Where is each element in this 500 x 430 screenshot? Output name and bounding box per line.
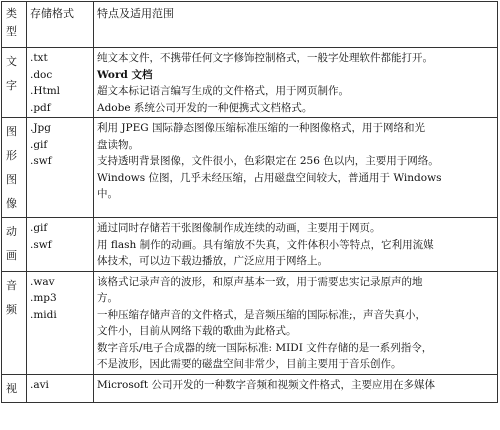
type-cell — [2, 374, 27, 402]
desc-line: 数字音乐/电子合成器的统一国际标准: MIDI 文件存储的是一系列指令， — [97, 341, 433, 354]
type-char: 频 — [6, 302, 17, 316]
format-cell — [27, 118, 94, 218]
desc-line: 支持透明背景图像，文件很小，色彩限定在 256 色以内，主要用于网络。 — [97, 155, 439, 167]
format-item: .txt — [30, 52, 48, 64]
type-char: 形 — [6, 149, 17, 162]
format-item: .gif — [30, 222, 48, 234]
desc-cell — [94, 118, 498, 218]
format-item: .Jpg — [30, 122, 51, 134]
desc-line: 该格式记录声音的波形，和原声基本一致，用于需要忠实记录原声的地 — [97, 275, 423, 288]
type-cell — [2, 271, 27, 374]
desc-line: 通过同时存储若干张图像制作成连续的动画，主要用于网页。 — [97, 222, 381, 234]
format-item: .Html — [30, 85, 61, 97]
format-item: .swf — [30, 155, 52, 167]
table-row-animation — [2, 218, 498, 272]
format-item: .avi — [30, 378, 49, 391]
type-char: 图 — [6, 173, 17, 186]
type-char: 字 — [6, 79, 17, 92]
format-cell — [27, 271, 94, 374]
type-char: 音 — [6, 278, 17, 292]
table-row-graphics — [2, 118, 498, 218]
header-format: 存储格式 — [27, 2, 94, 48]
table-header-row — [2, 2, 498, 48]
format-item: .gif — [30, 138, 48, 151]
desc-line: 一种压缩存储声音的文件格式，是音频压缩的国际标准;，声音失真小， — [97, 308, 427, 321]
format-item: .doc — [30, 68, 53, 81]
table-row-video — [2, 374, 498, 402]
desc-cell — [94, 218, 498, 272]
type-char: 视 — [6, 381, 17, 395]
desc-line: 体技术，可以边下载边播放，广泛应用于网络上。 — [97, 255, 328, 267]
format-cell — [27, 218, 94, 272]
desc-line: 方。 — [97, 292, 118, 304]
table-row-text — [2, 48, 498, 118]
desc-line: Adobe 系统公司开发的一种便携式文档格式。 — [97, 101, 313, 114]
format-cell — [27, 48, 94, 118]
desc-line: 不是波形，因此需要的磁盘空间非常少，目前主要用于音乐创作。 — [97, 358, 402, 370]
type-cell — [2, 48, 27, 118]
type-char: 文 — [6, 55, 17, 68]
format-item: .wav — [30, 275, 55, 288]
format-item: .pdf — [30, 101, 51, 114]
desc-line: 利用 JPEG 国际静态图像压缩标准压缩的一种图像格式，用于网络和光 — [97, 122, 426, 134]
desc-cell — [94, 48, 498, 118]
format-item: .mp3 — [30, 292, 57, 304]
type-cell — [2, 218, 27, 272]
desc-line: 超文本标记语言编写生成的文件格式，用于网页制作。 — [97, 85, 349, 97]
desc-cell — [94, 374, 498, 402]
table-row-audio — [2, 271, 498, 374]
desc-line: 纯文本文件，不携带任何文字修饰控制格式，一般字处理软件都能打开。 — [97, 52, 433, 64]
type-cell — [2, 118, 27, 218]
desc-line: 用 flash 制作的动画。具有缩放不失真，文件体积小等特点，它利用流媒 — [97, 238, 434, 251]
header-type: 类型 — [2, 2, 27, 48]
type-char: 像 — [6, 197, 17, 210]
type-char: 图 — [6, 125, 17, 138]
type-char: 动 — [6, 225, 17, 238]
format-item: .midi — [30, 308, 57, 321]
header-desc: 特点及适用范围 — [94, 2, 498, 48]
desc-cell — [94, 271, 498, 374]
file-format-table — [1, 1, 498, 403]
desc-line: 盘读物。 — [97, 138, 139, 151]
format-cell — [27, 374, 94, 402]
desc-line: Word 文档 — [97, 68, 153, 81]
desc-line: 中。 — [97, 188, 118, 200]
type-char: 画 — [6, 249, 17, 262]
desc-line: 文件小，目前从网络下载的歌曲为此格式。 — [97, 325, 297, 337]
desc-line: Windows 位图，几乎未经压缩，占用磁盘空间较大，普通用于 Windows — [97, 171, 442, 184]
format-item: .swf — [30, 238, 52, 251]
desc-line: Microsoft 公司开发的一种数字音频和视频文件格式，主要应用在多媒体 — [97, 378, 435, 391]
